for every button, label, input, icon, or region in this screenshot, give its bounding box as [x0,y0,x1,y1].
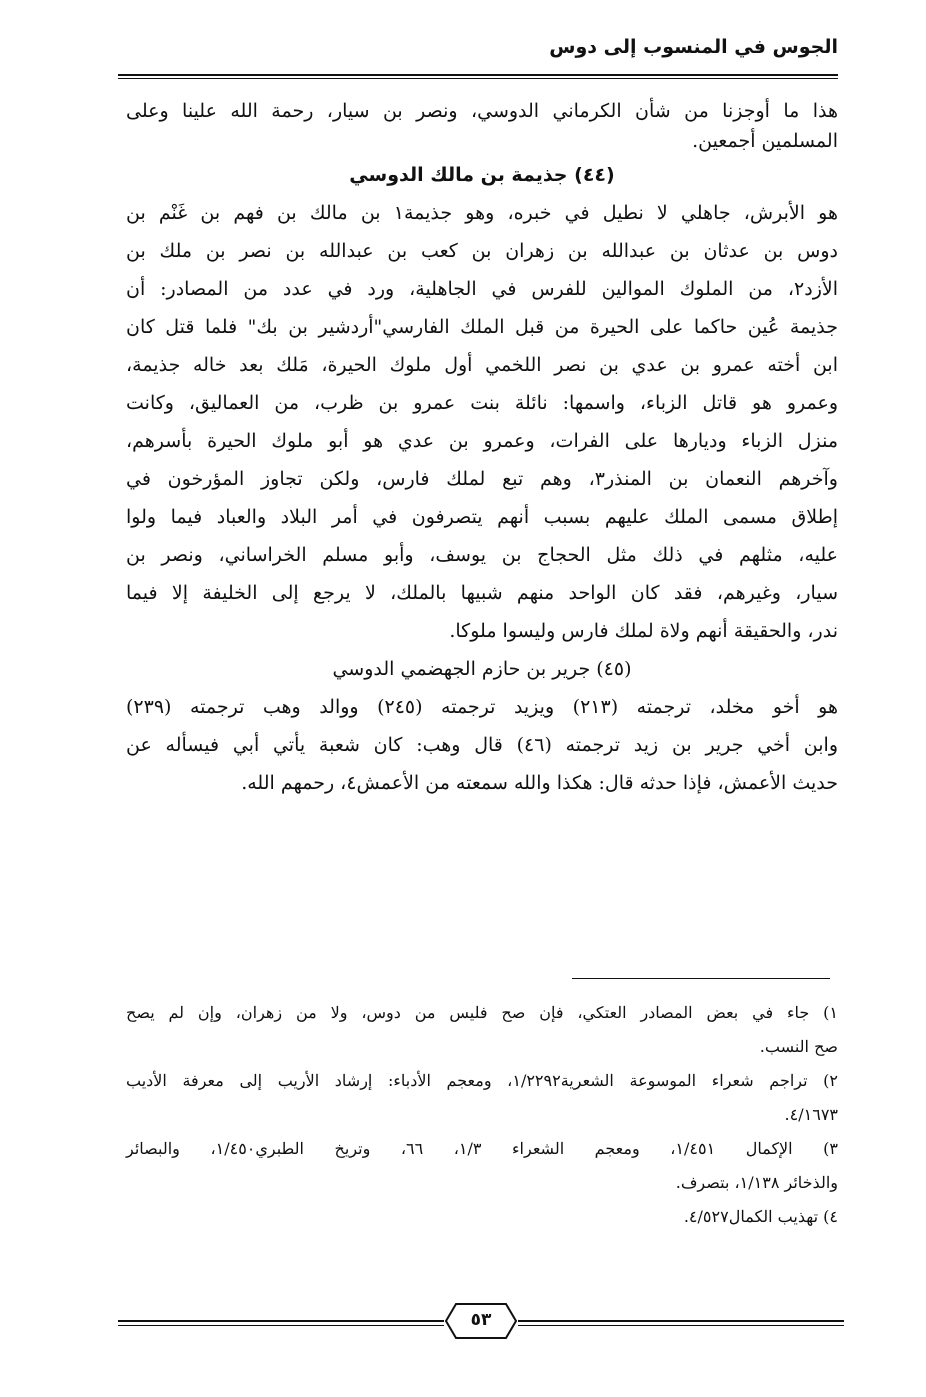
body-line: ابن أخته عمرو بن عدي بن نصر اللخمي أول ملوك الحيرة، مَلك بعد خاله جذيمة، [126,354,838,376]
footnote-2 [126,1064,838,1132]
body-line: دوس بن عدثان بن عبدالله بن زهران بن كعب بن عبدالله بن نصر بن ملك بن [126,240,838,262]
body-line: وآخرهم النعمان بن المنذر٣، وهم تبع لملك فارس، ولكن تجاوز المؤرخون في [126,468,838,490]
body-line: ندر، والحقيقة أنهم ولاة لملك فارس وليسوا ملوكا. [449,620,838,642]
body-line: عليه، مثلهم في ذلك مثل الحجاج بن يوسف، وأبو مسلم الخراساني، ونصر بن [126,544,838,566]
section-heading-44: (٤٤) جذيمة بن مالك الدوسي [349,164,615,186]
footer-rule-left [118,1320,444,1322]
header-rule [118,74,838,76]
footnote-line: ١) جاء في بعض المصادر العتكي، فإن صح فليس من دوس، ولا من زهران، وإن لم يصح [126,1003,838,1022]
body-line: حديث الأعمش، فإذا حدثه قال: هكذا والله سمعته من الأعمش٤، رحمهم الله. [241,772,838,794]
body-line: الأزد٢، من الملوك الموالين للفرس في الجاهلية، ورد في عدد من المصادر: أن [126,278,838,300]
footnote-line: ٤/١٦٧٣. [784,1105,838,1124]
footnote-separator [572,978,830,979]
footnotes [126,996,838,1234]
footnote-line: ٣) الإكمال ١/٤٥١، ومعجم الشعراء ١/٣، ٦٦، وتريخ الطبري١/٤٥٠، والبصائر [126,1139,839,1158]
body-line: المسلمين أجمعين. [692,130,838,152]
body-line: وابن أخي جرير بن زيد ترجمته (٤٦) قال وهب: كان شعبة يأتي أبي فيسأله عن [126,734,839,756]
body-line: سيار، وغيرهم، فقد كان الواحد منهم شبيها بالملك، لا يرجع إلى الخليفة إلا فيما [126,582,838,604]
body-line: إطلاق مسمى الملك عليهم بسبب أنهم يتصرفون في أمر البلاد والعباد فيما ولوا [126,506,838,528]
footnote-3 [126,1132,838,1200]
footnote-1 [126,996,838,1064]
body-line: هذا ما أوجزنا من شأن الكرماني الدوسي، ونصر بن سيار، رحمة الله علينا وعلى [126,100,838,122]
section-45-text [126,688,838,802]
footer-rule-right [518,1320,844,1322]
page-number: ٥٣ [470,1310,492,1330]
footnote-4 [126,1200,838,1234]
footnote-line: ٤) تهذيب الكمال٤/٥٢٧. [683,1207,838,1226]
footnote-line: والذخائر ١/١٣٨، بتصرف. [675,1173,838,1192]
body-line: وعمرو هو قاتل الزباء، واسمها: نائلة بنت عمرو بن ظرب، من العماليق، وكانت [126,392,838,414]
body-line: منزل الزباء وديارها على الفرات، وعمرو بن عدي هو أبو ملوك الحيرة بأسرهم، [126,430,838,452]
body-line: جذيمة عُين حاكما على الحيرة من قبل الملك الفارسي"أردشير بن بك" فلما قتل كان [126,316,838,338]
footnote-line: صح النسب. [759,1037,838,1056]
body-line: هو الأبرش، جاهلي لا نطيل في خبره، وهو جذيمة١ بن مالك بن فهم بن غَنْم بن [126,202,838,224]
running-title: الجوس في المنسوب إلى دوس [549,36,838,58]
page-footer [118,1298,844,1344]
body-line: هو أخو مخلد، ترجمته (٢١٣) ويزيد ترجمته (٢٤٥) ووالد وهب ترجمته (٢٣٩) [126,696,838,718]
section-44-text [126,194,838,650]
body-text [126,96,838,802]
section-heading-45: (٤٥) جرير بن حازم الجهضمي الدوسي [332,658,632,680]
footnote-line: ٢) تراجم شعراء الموسوعة الشعرية١/٢٢٩٢، ومعجم الأدباء: إرشاد الأريب إلى معرفة الأديب [126,1071,839,1090]
